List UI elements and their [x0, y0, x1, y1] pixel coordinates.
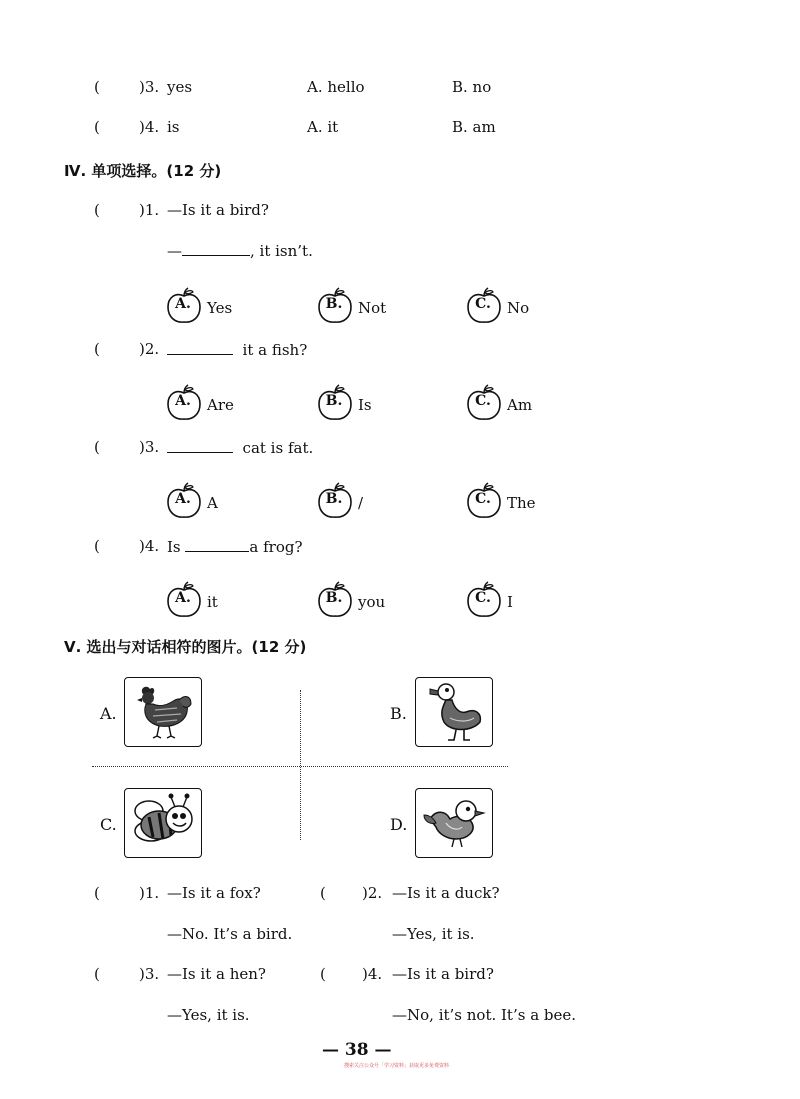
dialog-question: —Is it a bird? [392, 965, 494, 983]
option-letter: A. [175, 393, 191, 409]
answer-prefix: — [167, 242, 182, 260]
dialog-number: )3. [139, 965, 160, 983]
option-text: Yes [207, 299, 233, 317]
picture-d[interactable] [415, 788, 493, 858]
item-word: is [167, 118, 180, 136]
question-text: —Is it a bird? [167, 201, 269, 219]
answer-paren-open[interactable]: ( [94, 201, 100, 219]
answer-paren-open[interactable]: ( [320, 965, 326, 983]
item-word: yes [167, 78, 193, 96]
option-letter: A. [175, 590, 191, 606]
item-number: )3. [139, 78, 160, 96]
question-number: )1. [139, 201, 160, 219]
dialog-question: —Is it a hen? [167, 965, 266, 983]
dialog-answer: —No. It’s a bird. [167, 925, 293, 943]
dialog-question: —Is it a fox? [167, 884, 261, 902]
option-letter: B. [325, 590, 343, 606]
fill-blank[interactable] [167, 340, 233, 355]
answer-paren-open[interactable]: ( [320, 884, 326, 902]
item-number: )4. [139, 118, 160, 136]
option-text: Not [358, 299, 387, 317]
dialog-question: —Is it a duck? [392, 884, 500, 902]
dialog-number: )4. [362, 965, 383, 983]
option-a: A. hello [307, 78, 365, 96]
picture-label: D. [390, 815, 408, 834]
option-text: it [207, 593, 218, 611]
option-text: I [507, 593, 513, 611]
question-number: )3. [139, 438, 160, 456]
grid-divider-horizontal [92, 766, 508, 767]
option-letter: A. [175, 491, 191, 507]
question-line [167, 537, 303, 556]
section-4-title: Ⅳ. 单项选择。(12 分) [64, 162, 222, 180]
option-text: A [207, 494, 218, 512]
question-line [167, 438, 313, 457]
answer-paren-open[interactable]: ( [94, 965, 100, 983]
option-text: / [358, 494, 364, 512]
answer-paren-open[interactable]: ( [94, 884, 100, 902]
option-letter: A. [175, 296, 191, 312]
grid-divider-vertical [300, 690, 301, 840]
question-text: it a fish? [242, 341, 308, 359]
picture-a[interactable] [124, 677, 202, 747]
option-letter: B. [325, 296, 343, 312]
footer-note: 搜索关注公众号「学习资料」获取更多免费资料 [344, 1063, 450, 1069]
question-prefix: Is [167, 538, 181, 556]
option-b: B. no [452, 78, 492, 96]
dialog-answer: —Yes, it is. [167, 1006, 250, 1024]
picture-label: A. [100, 704, 117, 723]
option-text: Am [507, 396, 533, 414]
answer-paren-open[interactable]: ( [94, 118, 100, 136]
bird-icon [416, 789, 492, 857]
option-letter: B. [325, 393, 343, 409]
apple-icon [165, 287, 203, 325]
option-text: No [507, 299, 530, 317]
picture-b[interactable] [415, 677, 493, 747]
option-letter: C. [475, 491, 491, 507]
answer-suffix: , it isn’t. [250, 242, 313, 260]
option-letter: C. [475, 590, 491, 606]
option-text: you [358, 593, 386, 611]
option-letter: C. [475, 393, 491, 409]
answer-paren-open[interactable]: ( [94, 438, 100, 456]
answer-paren-open[interactable]: ( [94, 78, 100, 96]
option-text: Are [207, 396, 234, 414]
picture-label: B. [390, 704, 407, 723]
picture-c[interactable] [124, 788, 202, 858]
dialog-number: )1. [139, 884, 160, 902]
apple-icon [165, 581, 203, 619]
apple-icon [316, 384, 354, 422]
apple-icon [316, 482, 354, 520]
fill-blank[interactable] [182, 241, 250, 256]
answer-line [167, 241, 313, 260]
bee-icon [125, 789, 201, 857]
option-letter: B. [325, 491, 343, 507]
page-number: — 38 — [322, 1040, 392, 1060]
apple-icon [316, 581, 354, 619]
hen-icon [125, 678, 201, 746]
option-a: A. it [307, 118, 339, 136]
option-letter: C. [475, 296, 491, 312]
option-text: Is [358, 396, 372, 414]
fill-blank[interactable] [185, 537, 249, 552]
apple-icon [165, 384, 203, 422]
question-text: cat is fat. [242, 439, 314, 457]
apple-icon [465, 482, 503, 520]
duck-icon [416, 678, 492, 746]
apple-icon [165, 482, 203, 520]
picture-label: C. [100, 815, 117, 834]
question-line [167, 340, 307, 359]
question-number: )4. [139, 537, 160, 555]
option-b: B. am [452, 118, 496, 136]
fill-blank[interactable] [167, 438, 233, 453]
answer-paren-open[interactable]: ( [94, 537, 100, 555]
apple-icon [465, 581, 503, 619]
apple-icon [316, 287, 354, 325]
apple-icon [465, 287, 503, 325]
section-5-title: Ⅴ. 选出与对话相符的图片。(12 分) [64, 638, 307, 656]
question-number: )2. [139, 340, 160, 358]
dialog-answer: —No, it’s not. It’s a bee. [392, 1006, 577, 1024]
dialog-number: )2. [362, 884, 383, 902]
dialog-answer: —Yes, it is. [392, 925, 475, 943]
question-suffix: a frog? [249, 538, 303, 556]
apple-icon [465, 384, 503, 422]
option-text: The [507, 494, 536, 512]
answer-paren-open[interactable]: ( [94, 340, 100, 358]
